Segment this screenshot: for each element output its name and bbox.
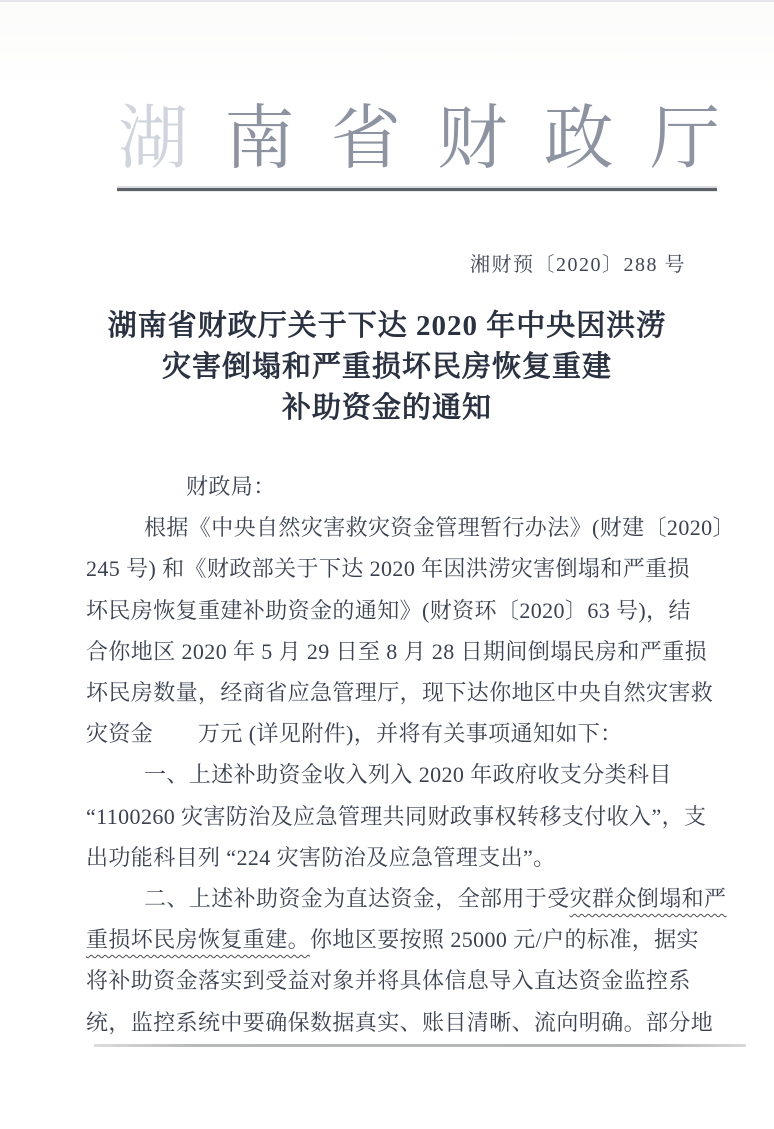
pen-underlined-text: 重损坏民房恢复重建。 <box>86 927 311 953</box>
scan-top-edge-line <box>0 0 774 2</box>
body-text-segment: 你地区要按照 25000 元/户的标准，据实 <box>310 927 699 953</box>
body-text-segment: 二、上述补助资金为直达资金，全部用于受 <box>144 886 570 912</box>
body-line: 合你地区 2020 年 5 月 29 日至 8 月 28 日期间倒塌民房和严重损 <box>86 638 708 664</box>
document-title <box>0 306 774 429</box>
letterhead <box>118 92 756 188</box>
body-line-salutation: 财政局： <box>186 474 276 499</box>
body-line: 坏民房数量，经商省应急管理厅，现下达你地区中央自然灾害救 <box>86 680 714 706</box>
body-line-amount-blank: 灾资金 万元 (详见附件)，并将有关事项通知如下： <box>86 721 623 747</box>
title-line: 灾害倒塌和严重损坏民房恢复重建 <box>161 351 612 383</box>
body-line-item-one: 一、上述补助资金收入列入 2020 年政府收支分类科目 <box>144 762 672 788</box>
body-line-item-two <box>86 878 730 919</box>
document-number: 湘财预〔2020〕288 号 <box>470 254 686 276</box>
title-line: 补助资金的通知 <box>281 392 492 424</box>
body-line: 出功能科目列 “224 灾害防治及应急管理支出”。 <box>86 844 556 870</box>
pen-underlined-text: 灾群众倒塌和严 <box>569 886 727 912</box>
letterhead-faded-character: 湖 <box>118 101 225 178</box>
page-footer-rule <box>94 1044 746 1047</box>
document-body <box>86 466 735 1043</box>
body-line: 坏民房恢复重建补助资金的通知》(财资环〔2020〕63 号)，结 <box>86 597 691 623</box>
letterhead-text: 南省财政厅 <box>224 101 757 178</box>
body-line: 将补助资金落实到受益对象并将具体信息导入直达资金监控系 <box>86 968 691 994</box>
body-line <box>86 919 730 960</box>
title-line: 湖南省财政厅关于下达 2020 年中央因洪涝 <box>107 310 667 342</box>
body-line: “1100260 灾害防治及应急管理共同财政事权转移支付收入”，支 <box>86 803 707 829</box>
letterhead-divider-rule <box>117 188 717 191</box>
body-line: 245 号) 和《财政部关于下达 2020 年因洪涝灾害倒塌和严重损 <box>86 556 690 582</box>
body-line: 根据《中央自然灾害救灾资金管理暂行办法》(财建〔2020〕 <box>144 515 735 541</box>
body-line: 统，监控系统中要确保数据真实、账目清晰、流向明确。部分地 <box>86 1009 714 1035</box>
